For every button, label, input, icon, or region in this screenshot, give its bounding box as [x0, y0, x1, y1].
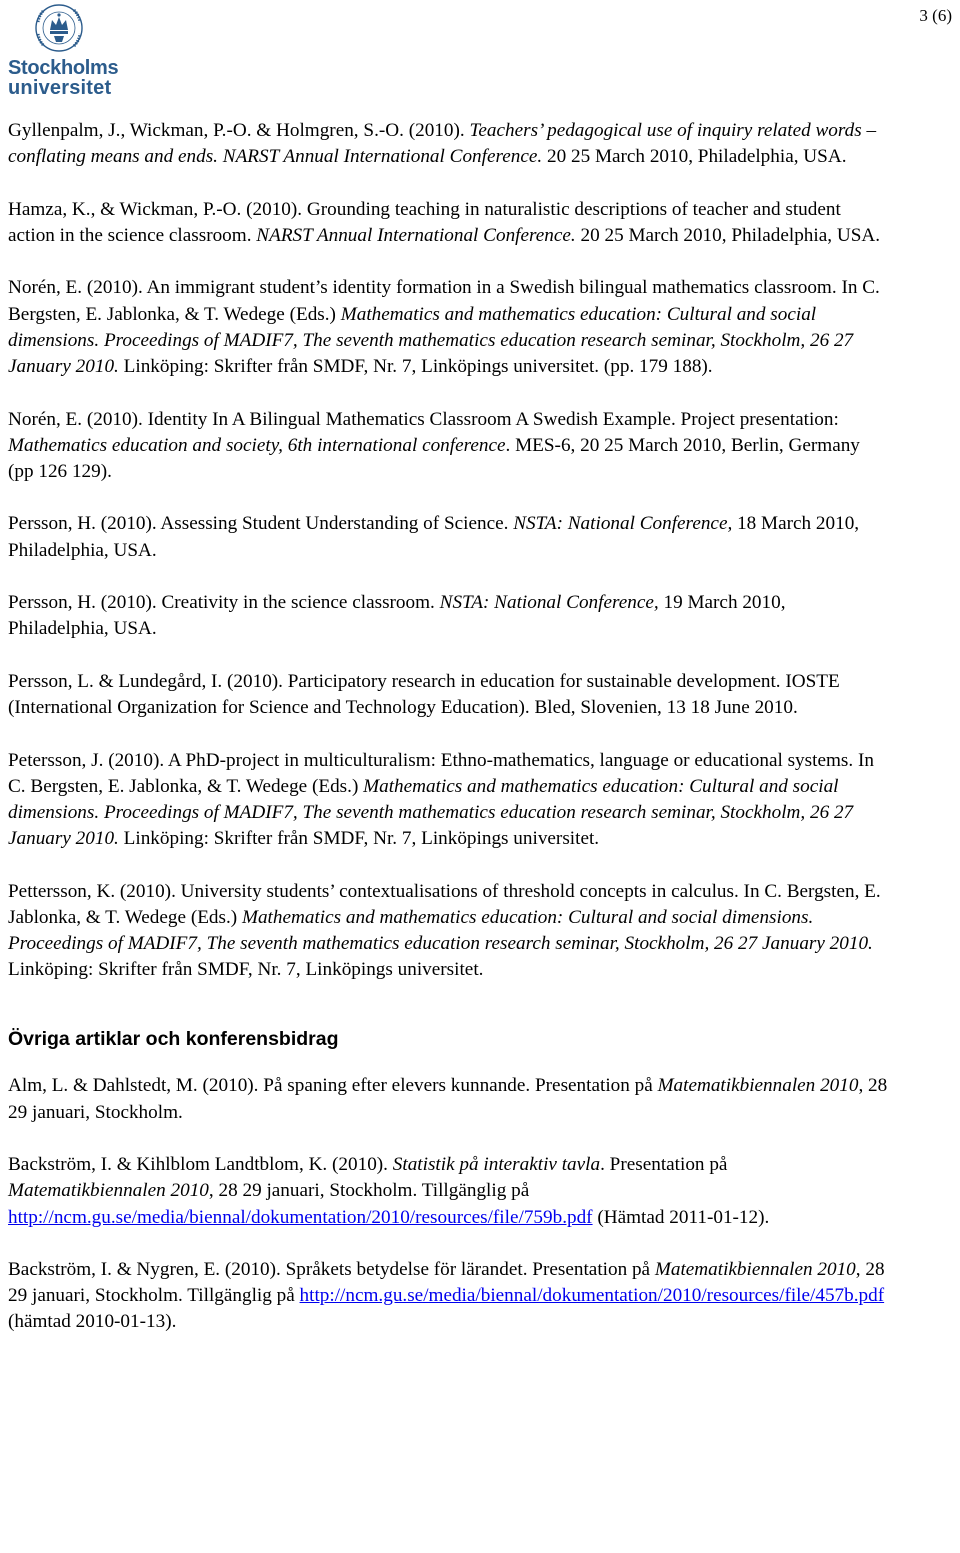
- reference-title-text: Mathematics and mathematics education: Cultural and social dimensions. Proceedings of MADIF7, The seventh mathematics education research seminar, Stockholm, 26 27 January 2010.: [8, 303, 854, 378]
- reference-text: , 28 29 januari, Stockholm. Tillgänglig på: [8, 1259, 885, 1307]
- reference-title-text: Mathematics and mathematics education: Cultural and social dimensions. Proceedings of MADIF7, The seventh mathematics education research seminar, Stockholm, 26 27 January 2010.: [8, 906, 873, 955]
- logo-line-2: universitet: [8, 77, 112, 99]
- reference-title-text: NARST Annual International Conference.: [256, 224, 576, 246]
- reference-text: Linköping: Skrifter från SMDF, Nr. 7, Linköpings universitet.: [118, 828, 600, 850]
- reference-entry: [8, 590, 888, 642]
- reference-text: Persson, H. (2010). Assessing Student Understanding of Science.: [8, 513, 514, 535]
- reference-title-text: NSTA: National Conference,: [513, 513, 733, 535]
- reference-entry: [8, 118, 888, 170]
- reference-entry: [8, 748, 888, 853]
- reference-text: 19 March 2010, Philadelphia, USA.: [8, 592, 786, 640]
- reference-link[interactable]: http://ncm.gu.se/media/biennal/dokumentation/2010/resources/file/759b.pdf: [8, 1206, 593, 1228]
- reference-text: Norén, E. (2010). An immigrant student’s identity formation in a Swedish bilingual mathematics classroom. In C. Bergsten, E. Jablonka, & T. Wedege (Eds.): [8, 277, 880, 325]
- reference-text: Gyllenpalm, J., Wickman, P.-O. & Holmgren, S.-O. (2010).: [8, 120, 470, 141]
- reference-text: Linköping: Skrifter från SMDF, Nr. 7, Linköpings universitet.: [8, 959, 484, 981]
- section-reference-entry: [8, 1152, 888, 1231]
- reference-entry: [8, 669, 888, 721]
- reference-text: Petersson, J. (2010). A PhD-project in multiculturalism: Ethno-mathematics, language or educational systems. In C. Bergsten, E. Jablonka, & T. Wedege (Eds.): [8, 749, 874, 797]
- section-reference-entry: [8, 1257, 888, 1336]
- reference-text: Persson, L. & Lundegård, I. (2010). Participatory research in education for sustainable development. IOSTE (International Organization for Science and Technology Education). Bled, Slovenien, 13 18 June 2010.: [8, 670, 840, 719]
- reference-list: [8, 118, 888, 983]
- reference-text: Backström, I. & Kihlblom Landtblom, K. (2010).: [8, 1154, 393, 1176]
- section-heading: Övriga artiklar och konferensbidrag: [8, 1028, 339, 1051]
- reference-text: . MES-6, 20 25 March 2010, Berlin, Germany (pp 126 129).: [8, 434, 860, 482]
- reference-entry: [8, 407, 888, 486]
- document-body: [8, 118, 888, 1362]
- reference-title-text: NSTA: National Conference,: [439, 592, 659, 614]
- reference-entry: [8, 197, 888, 249]
- reference-text: Norén, E. (2010). Identity In A Bilingual Mathematics Classroom A Swedish Example. Project presentation:: [8, 408, 839, 430]
- reference-text: Hamza, K., & Wickman, P.-O. (2010). Grounding teaching in naturalistic descriptions of teacher and student action in the science classroom.: [8, 198, 841, 246]
- reference-text: 20 25 March 2010, Philadelphia, USA.: [575, 224, 881, 246]
- reference-text: (Hämtad 2011-01-12).: [592, 1206, 770, 1228]
- reference-title-text: Matematikbiennalen 2010: [657, 1075, 859, 1097]
- page-number: 3 (6): [919, 6, 952, 25]
- reference-title-text: Mathematics education and society, 6th international conference: [8, 434, 506, 456]
- logo-wordmark: [8, 58, 118, 98]
- university-logo: [8, 0, 126, 98]
- reference-title-text: Mathematics and mathematics education: Cultural and social dimensions. Proceedings of MADIF7, The seventh mathematics education research seminar, Stockholm, 26 27 January 2010.: [8, 775, 854, 850]
- reference-link[interactable]: http://ncm.gu.se/media/biennal/dokumentation/2010/resources/file/457b.pdf: [299, 1285, 885, 1307]
- reference-entry: [8, 275, 888, 380]
- reference-text: Alm, L. & Dahlstedt, M. (2010). På spaning efter elevers kunnande. Presentation på: [8, 1075, 658, 1097]
- reference-title-text: Matematikbiennalen 2010: [654, 1259, 856, 1281]
- reference-title-text: Matematikbiennalen 2010: [8, 1180, 209, 1202]
- reference-text: Linköping: Skrifter från SMDF, Nr. 7, Linköpings universitet. (pp. 179 188).: [118, 356, 713, 378]
- reference-text: 18 March 2010, Philadelphia, USA.: [8, 513, 860, 561]
- reference-text: , 28 29 januari, Stockholm.: [8, 1075, 888, 1123]
- reference-text: Pettersson, K. (2010). University students’ contextualisations of threshold concepts in calculus. In C. Bergsten, E. Jablonka, & T. Wedege (Eds.): [8, 880, 881, 928]
- section-reference-list: [8, 1073, 888, 1335]
- reference-entry: [8, 511, 888, 563]
- reference-entry: [8, 879, 888, 984]
- logo-line-1: Stockholms: [8, 57, 119, 79]
- reference-title-text: Teachers’ pedagogical use of inquiry related words – conflating means and ends. NARST Annual International Conference.: [8, 120, 877, 168]
- section-reference-entry: [8, 1073, 888, 1125]
- reference-text: Persson, H. (2010). Creativity in the science classroom.: [8, 592, 440, 614]
- reference-text: , 28 29 januari, Stockholm. Tillgänglig på: [208, 1180, 530, 1202]
- reference-text: 20 25 March 2010, Philadelphia, USA.: [542, 146, 847, 168]
- crown-seal-icon: [34, 0, 84, 58]
- reference-text: . Presentation på: [600, 1154, 728, 1176]
- reference-title-text: Statistik på interaktiv tavla: [392, 1154, 601, 1176]
- reference-text: (hämtad 2010-01-13).: [8, 1311, 177, 1333]
- reference-text: Backström, I. & Nygren, E. (2010). Språkets betydelse för lärandet. Presentation på: [8, 1259, 655, 1281]
